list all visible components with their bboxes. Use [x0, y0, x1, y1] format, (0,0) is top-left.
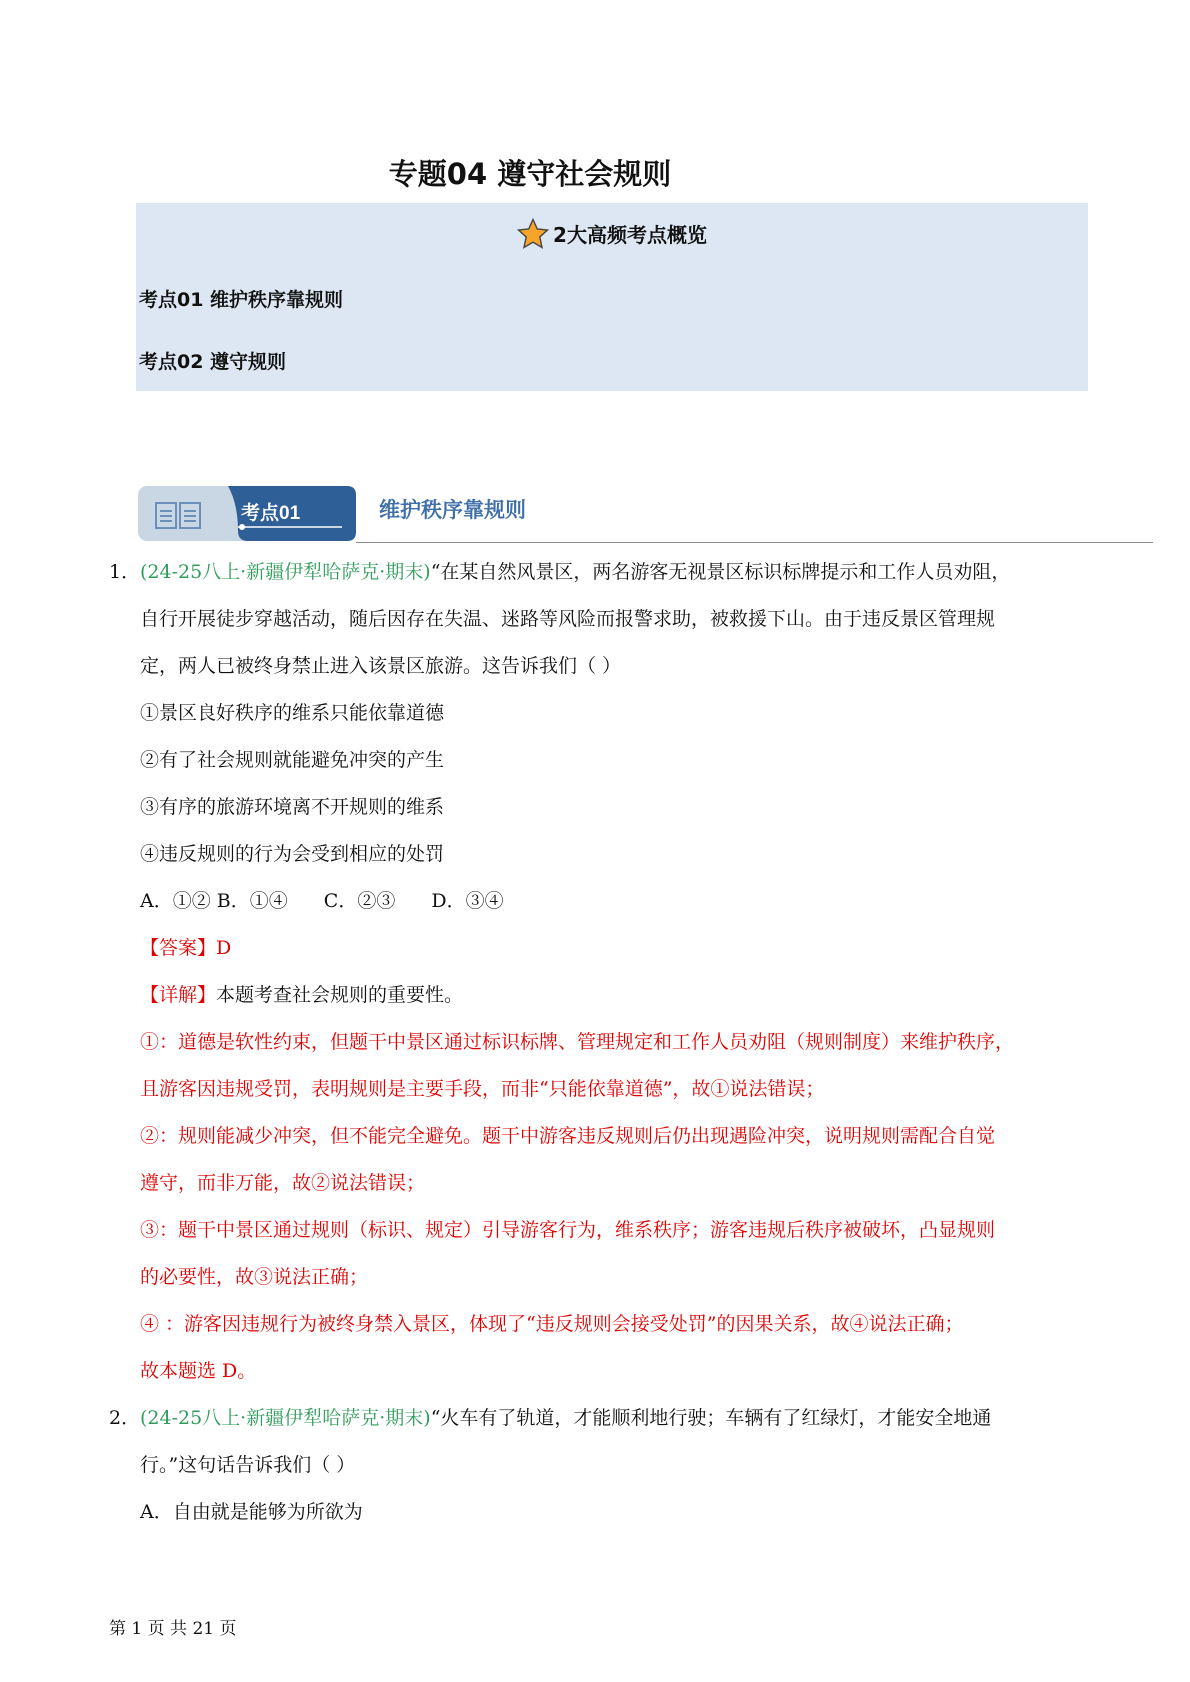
question-stem-text: “火车有了轨道，才能顺利地行驶；车辆有了红绿灯，才能安全地通 — [430, 1407, 992, 1429]
section-banner — [138, 486, 356, 541]
option-a: A．①② — [140, 890, 211, 912]
explanation-line: ③：题干中景区通过规则（标识、规定）引导游客行为，维系秩序；游客违规后秩序被破坏，凸显规则 — [140, 1219, 996, 1241]
question-number: 1． — [109, 561, 141, 583]
option-d: D．③④ — [431, 890, 504, 912]
question-source: (24-25八上·新疆伊犁哈萨克·期末) — [140, 561, 431, 583]
detail-line — [140, 982, 463, 1008]
statement-item: ①景区良好秩序的维系只能依靠道德 — [140, 702, 445, 724]
answer-line — [140, 935, 231, 961]
question-number: 2． — [109, 1407, 141, 1429]
explanation-line: ①：道德是软性约束，但题干中景区通过标识标牌、管理规定和工作人员劝阻（规则制度）来维护秩序， — [140, 1031, 1015, 1053]
overview-heading — [136, 218, 1088, 250]
page-title: 专题04 遵守社会规则 — [388, 157, 672, 191]
statement-item: ④违反规则的行为会受到相应的处罚 — [140, 843, 445, 865]
option-c: C．②③ — [323, 890, 396, 912]
section-tag: 考点01 — [241, 503, 301, 524]
footer-page: 1 — [131, 1619, 143, 1639]
options-row — [140, 888, 504, 914]
question-stem-line: 自行开展徒步穿越活动，随后因存在失温、迷路等风险而报警求助，被救援下山。由于违反景区管理规 — [140, 608, 996, 630]
explanation-line: 的必要性，故③说法正确； — [140, 1266, 369, 1288]
footer-prefix: 第 — [109, 1619, 126, 1639]
question-stem-text: “在某自然风景区，两名游客无视景区标识标牌提示和工作人员劝阻， — [430, 561, 1011, 583]
detail-text: 本题考查社会规则的重要性。 — [216, 984, 464, 1006]
question-source: (24-25八上·新疆伊犁哈萨克·期末) — [140, 1407, 431, 1429]
page-footer — [109, 1614, 237, 1639]
question-stem-line: 定，两人已被终身禁止进入该景区旅游。这告诉我们（ ） — [140, 655, 622, 677]
overview-box — [136, 203, 1088, 391]
detail-label: 【详解】 — [140, 984, 217, 1006]
section-divider — [356, 542, 1153, 543]
answer-label: 【答案】 — [140, 937, 217, 959]
statement-item: ③有序的旅游环境离不开规则的维系 — [140, 796, 445, 818]
answer-value: D — [216, 937, 232, 959]
statement-item: ②有了社会规则就能避免冲突的产生 — [140, 749, 445, 771]
question-stem-line — [140, 1405, 991, 1431]
section-title: 维护秩序靠规则 — [379, 498, 526, 522]
explanation-line: ②：规则能减少冲突，但不能完全避免。题干中游客违反规则后仍出现遇险冲突，说明规则需配合自觉 — [140, 1125, 996, 1147]
overview-item: 考点02 遵守规则 — [139, 351, 287, 373]
option-a: A．自由就是能够为所欲为 — [140, 1501, 363, 1523]
overview-item: 考点01 维护秩序靠规则 — [139, 289, 344, 311]
footer-suffix: 页 — [219, 1619, 237, 1639]
question-stem-line: 行。”这句话告诉我们（ ） — [140, 1454, 356, 1476]
footer-middle: 页 共 — [147, 1619, 188, 1639]
question-stem-line — [140, 559, 1010, 585]
explanation-line: 故本题选 D。 — [140, 1360, 257, 1382]
explanation-line: 遵守，而非万能，故②说法错误； — [140, 1172, 426, 1194]
footer-total: 21 — [192, 1619, 215, 1639]
overview-heading-text: 2大高频考点概览 — [553, 223, 707, 247]
explanation-line: 且游客因违规受罚，表明规则是主要手段，而非“只能依靠道德”，故①说法错误； — [140, 1078, 825, 1100]
star-icon — [517, 218, 549, 250]
option-b: B．①④ — [216, 890, 288, 912]
explanation-line: ④ ：游客因违规行为被终身禁入景区，体现了“违反规则会接受处罚”的因果关系，故④说法正确； — [140, 1313, 964, 1335]
